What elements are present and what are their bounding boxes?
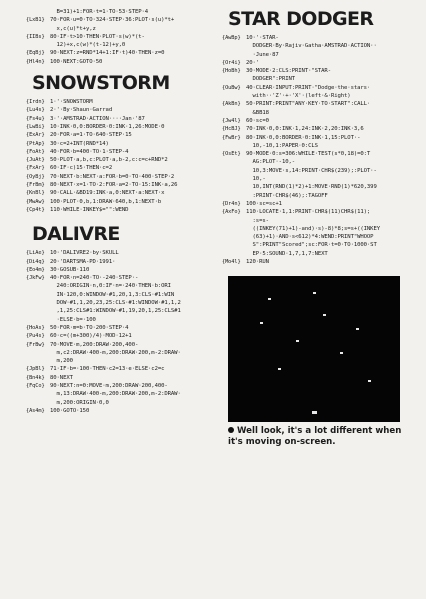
code-line [222,217,418,225]
code-line [26,291,221,299]
checksum-code: {LiAe} [26,250,45,257]
code-text: 100·GOTO·150 [50,407,90,414]
code-text: 20·'DARTSMA-PD·1991· [50,258,116,265]
code-text: DOW·#1,1,20,23,25:CLS·#1:WINDOW·#1,1,2 [50,300,181,307]
checksum-code: {IIBs} [26,33,45,40]
code-line [26,341,221,349]
code-text: 50·FOR·m=b·TO·200·STEP·4 [50,324,129,331]
code-line [26,374,221,382]
code-text: 20·' [246,59,260,66]
checksum-code: {HcBJ} [222,126,241,133]
code-line [26,390,221,398]
screenshot-caption [228,426,408,448]
code-text: 70·INK·0,0:INK·1,24:INK·2,20:INK·3,6 [246,126,364,133]
checksum-code: {Hl4n} [26,58,45,65]
code-text: with··'Z'·+·'X'·(left·&·Right) [246,93,351,100]
code-text: 80·NEXT·x=1·TO·2:FOR·a=2·TO·15:INK·a,26 [50,182,178,189]
checksum-code: {HoAs} [26,324,45,331]
code-line [26,33,221,41]
checksum-code: {HoBh} [222,68,241,75]
code-line [26,407,221,415]
code-text: ·ELSE·b=·100 [50,316,96,323]
code-text: 50·PRINT:PRINT"ANY·KEY·TO·START":CALL· [246,101,371,108]
checksum-code: {LwBi} [26,123,45,130]
code-line [222,250,418,258]
code-line [26,181,221,189]
code-line [222,225,418,233]
code-text: ·June·87 [246,51,279,58]
left-column [26,8,221,415]
code-text: 30·c=2+INT(RND*14) [50,140,109,147]
code-line [26,198,221,206]
checksum-code: {OsEt} [222,151,241,158]
code-text: 110·WHILE·INKEY$="":WEND [50,206,129,213]
code-line [222,241,418,249]
code-line [26,382,221,390]
code-text: AG:PLOT·-10,- [246,159,296,166]
code-line [26,316,221,324]
code-text: 10·'·STAR- [246,35,279,41]
code-text: 12)+x,c(w)*(t-12)+y,0 [50,42,126,49]
code-text: 60·IF·c)15·THEN·c=2 [50,165,113,172]
code-text: 50·PLOT·a,b,c:PLOT·a,b-2,c:c=c+RND*2 [50,157,168,164]
code-line [222,167,418,175]
checksum-code: {Di4q} [26,258,45,265]
code-text: S":PRINT"Scored";sc:FOR·t=0·TO·1000·ST [246,242,377,249]
checksum-code: {JuAt} [26,157,45,164]
code-line [222,59,418,67]
code-line [222,142,418,150]
code-text: IN·120,0:WINDOW·#1,20,1,3:CLS·#1:WIN [50,291,175,298]
star-pixel [356,328,359,330]
code-line [222,208,418,216]
star-pixel [323,314,326,316]
code-text: 90·CALL·&BD19:INK·a,0:NEXT·a:NEXT·x [50,190,165,197]
checksum-code: {Mo4l} [222,259,241,266]
bullet-icon [228,427,234,433]
star-pixel [260,322,263,324]
code-line [222,125,418,133]
code-line [26,148,221,156]
code-text: (63)+1)·AND·s<612)*4:WEND:PRINT"WHOOP [246,234,374,241]
code-line [222,67,418,75]
code-text: 70·MOVE·m,200:DRAW·200,400- [50,341,139,348]
code-text: m,13:DRAW·400-m,200:DRAW·200,m-2:DRAW· [50,391,181,398]
code-text: 60·sc=0 [246,117,269,124]
code-line [222,183,418,191]
checksum-code: {Cp4t} [26,206,45,213]
checksum-code: {AwBp} [222,35,241,41]
code-text: 80·INK·0,0:BORDER·0:INK·1,15:PLOT·- [246,134,361,141]
code-line [222,158,418,166]
checksum-code: {FoAt} [26,148,45,155]
dalivre-heading: DALIVRE [32,223,120,246]
code-line [222,175,418,183]
code-line [26,258,221,266]
code-text: m,200 [50,358,73,365]
code-text: 3·'·AMSTRAD·ACTION····Jan·'87 [50,115,145,122]
checksum-code: {LxB1} [26,17,45,24]
code-line [26,206,221,214]
code-text: 10·'DALIVRE2·by·SKULL [50,250,119,257]
code-text: 80·NEXT [50,374,73,381]
snowstorm-heading: SNOWSTORM [32,72,170,95]
code-text: m,200:ORIGIN·0,0 [50,399,109,406]
code-line [222,192,418,200]
code-line [26,106,221,114]
code-line [26,399,221,407]
code-line [26,332,221,340]
checksum-code: {Dr4n} [222,200,241,207]
code-text: 90·MODE·0:s=306:WHILE·TEST(s*0,18)=0:T [246,151,371,158]
code-line [26,266,221,274]
code-text: 40·FOR·n=240·TO·-240·STEP·- [50,275,139,282]
code-text: DODGER·By·Rajiv·Gatha·AMSTRAD·ACTION·· [246,43,377,50]
code-line [26,173,221,181]
code-line [26,189,221,197]
snowstorm-listing [26,98,221,214]
code-line [222,233,418,241]
code-text: 20·FOR·a=1·TO·640·STEP·15 [50,132,132,139]
checksum-code: {KnBl} [26,190,45,197]
checksum-code: {FqCo} [26,382,45,389]
code-line [26,58,221,66]
checksum-code: {OuBw} [222,84,241,91]
code-line [26,164,221,172]
code-line [26,307,221,315]
code-line [222,117,418,125]
code-line [222,75,418,83]
checksum-code: {FwBr} [222,134,241,141]
star-pixel [268,298,271,300]
star-pixel [278,368,281,370]
listing-continuation [26,8,221,66]
code-line [26,282,221,290]
checksum-code: {JkFw} [26,275,45,282]
player-ship [312,411,317,414]
code-line [26,115,221,123]
checksum-code: {PtAp} [26,140,45,147]
code-line [222,84,418,92]
code-text: DODGER":PRINT [246,76,296,83]
code-text: EP·5:SOUND·1,7,1,7:NEXT [246,250,328,257]
checksum-code: {Fs4u} [26,115,45,122]
star-dodger-heading: STAR DODGER [228,8,374,30]
checksum-code: {Eo4m} [26,266,45,273]
checksum-code: {MwAw} [26,198,45,205]
checksum-code: {OyBj} [26,173,45,180]
code-line [26,249,221,257]
code-text: 70·NEXT·b:NEXT·a:FOR·b=0·TO·400·STEP·2 [50,173,175,180]
checksum-code: {ExAr} [26,132,45,139]
code-line [26,357,221,365]
code-text: 10,3:MOVE·s,14:PRINT·CHR$(239);:PLOT·- [246,167,377,174]
code-text: 10,- [246,176,266,183]
caption-text: Well look, it's a lot different when it's moving on-screen. [228,426,402,448]
code-line [26,25,221,33]
code-line [26,41,221,49]
code-line [26,140,221,148]
code-line [26,349,221,357]
code-text: 100·NEXT:GOTO·50 [50,58,103,65]
star-dodger-listing [222,34,418,266]
code-text: 40·FOR·b=400·TO·1·STEP-4 [50,148,129,155]
code-text: 90·NEXT:n=0:MOVE·m,200:DRAW·200,400- [50,382,168,389]
checksum-code: {FrBw} [26,341,45,348]
code-text: 110·LOCATE·1,1:PRINT·CHR$(11)CHR$(11); [246,209,371,216]
code-text: 120·RUN [246,259,269,266]
checksum-code: {Jw4l} [222,117,241,124]
code-line [222,258,418,266]
code-text: :PRINT·CHR$(46);:TAGOFF [246,192,328,199]
code-line [26,8,221,16]
star-pixel [313,292,316,294]
checksum-code: {FxAr} [26,165,45,172]
checksum-code: {Lu4s} [26,107,45,114]
code-text: :s=s- [246,217,269,224]
checksum-code: {Or4i} [222,59,241,66]
code-text: ((INKEY(71)+1)-and)·s)-8)*8;s=s+((INKEY [246,225,380,232]
code-text: 10,INT(RND(1)*2)+1:MOVE·RND(1)*620,399 [246,184,377,191]
code-text: ,1,25:CLS#1:WINDOW·#1,19,20,1,25:CLS#1 [50,308,181,315]
checksum-code: {As4m} [26,407,45,414]
code-text: 40·CLEAR·INPUT:PRINT·"Dodge·the·stars· [246,84,371,91]
code-line [26,156,221,164]
code-text: 90·NEXT:z=RND*14+1:IF·t)40·THEN·z=0 [50,50,165,57]
code-text: 70·FOR·u=0·TO·324·STEP·36:PLOT·s(u)*t+ [50,17,175,24]
code-text: 100·PLOT·0,b,1:DRAW·640,b,1:NEXT·b [50,198,162,205]
code-text: 30·GOSUB·110 [50,266,90,273]
dalivre-listing [26,249,221,415]
code-text: m,c2:DRAW·400-m,200:DRAW·200,m-2:DRAW· [50,349,181,356]
checksum-code: {EqBj} [26,50,45,57]
code-line [222,134,418,142]
code-line [26,274,221,282]
code-line [26,324,221,332]
code-line [26,49,221,57]
code-text: 30·MODE·2:CLS:PRINT·"STAR- [246,68,331,75]
checksum-code: {Pu4s} [26,333,45,340]
right-column [222,8,418,448]
code-line [222,109,418,117]
code-line [26,365,221,373]
code-text: 10,-10,1:PAPER·0:CLS [246,142,318,149]
checksum-code: {FrBm} [26,182,45,189]
code-text: B=31)+1:FOR·t=1·TO·53·STEP·4 [50,9,149,15]
checksum-code: {Irdn} [26,99,45,106]
code-text: 2·'·By·Shaun·Garrad [50,107,113,114]
code-text: x,c(u)*t+y,z [50,25,96,32]
game-screenshot [228,276,400,422]
checksum-code: {AxFo} [222,209,241,216]
checksum-code: {JpBl} [26,366,45,373]
checksum-code: {Bn4k} [26,374,45,381]
star-pixel [296,340,299,342]
code-text: 240:ORIGIN·n,0:IF·n=·240·THEN·b:ORI [50,283,171,290]
code-text: 71·IF·b=·100·THEN·c2=13·e·ELSE·c2=c [50,366,165,373]
code-line [26,16,221,24]
code-line [26,123,221,131]
code-line [26,98,221,106]
code-line [222,51,418,59]
code-line [222,100,418,108]
code-text: 1·'·SNOWSTORM [50,99,93,106]
star-pixel [340,352,343,354]
code-line [26,299,221,307]
code-line [222,92,418,100]
code-line [222,34,418,42]
star-pixel [368,380,371,382]
checksum-code: {AkBn} [222,101,241,108]
code-text: &BB18 [246,109,269,116]
code-text: 100·sc=sc+1 [246,200,282,207]
code-line [222,42,418,50]
code-text: 60·c=((m+300)/4)·MOD·12+1 [50,333,132,340]
code-text: 10·INK·0,0:BORDER·0:INK·1,26:MODE·0 [50,123,165,130]
code-line [26,131,221,139]
code-line [222,150,418,158]
code-line [222,200,418,208]
code-text: 80·IF·t>10·THEN·PLOT·s(w)*(t- [50,33,145,40]
